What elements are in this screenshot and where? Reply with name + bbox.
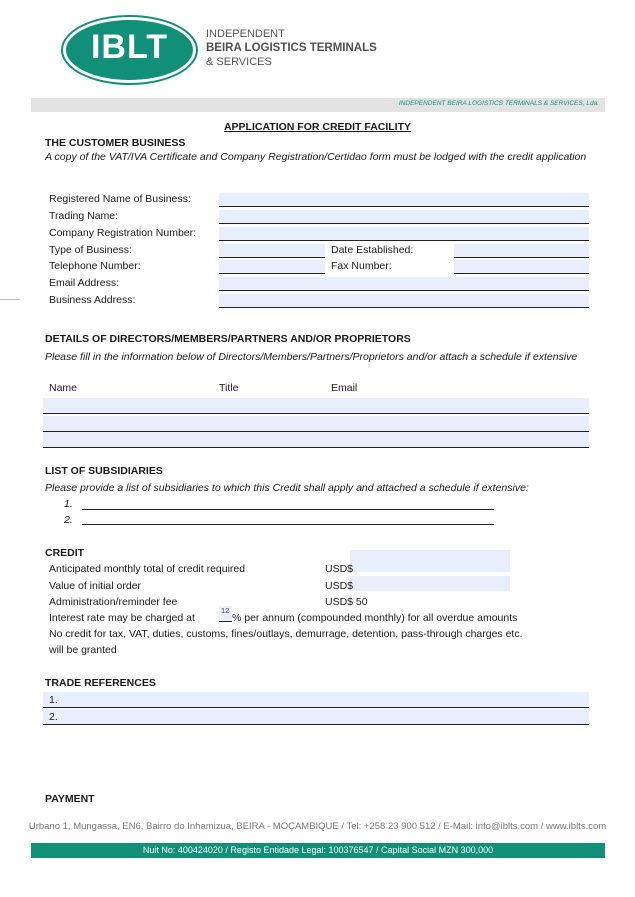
- trade-reference-row-2[interactable]: [43, 709, 589, 725]
- interest-rate-value: 12: [221, 606, 230, 615]
- type-of-business-field[interactable]: [219, 244, 325, 258]
- credit-row-3-label: Administration/reminder fee: [49, 596, 178, 608]
- interest-rate-field[interactable]: [219, 606, 232, 622]
- footer-address: Urbano 1, Mungassa, EN6, Bairro do Inhamizua, BEIRA - MOÇAMBIQUE / Tel: +258 23 900 512 / E-Mail: info@iblts.com / www.iblts.com: [28, 821, 607, 832]
- interest-suffix: % per annum (compounded monthly) for all overdue amounts: [232, 612, 518, 624]
- subsidiary-line-2[interactable]: [82, 524, 494, 525]
- customer-business-note: A copy of the VAT/IVA Certificate and Company Registration/Certidao form must be lodged with the credit application: [45, 151, 587, 163]
- company-name: [206, 27, 377, 69]
- director-row-1[interactable]: [43, 398, 589, 414]
- company-reg-field[interactable]: [219, 227, 589, 241]
- trade-reference-row-1[interactable]: [43, 692, 589, 708]
- customer-business-title: THE CUSTOMER BUSINESS: [45, 137, 186, 149]
- type-of-business-label: Type of Business:: [49, 244, 132, 256]
- payment-title: PAYMENT: [45, 793, 95, 805]
- subsidiary-number-2: 2.: [64, 514, 73, 526]
- telephone-field[interactable]: [219, 260, 325, 274]
- directors-column-email: Email: [331, 382, 358, 394]
- company-reg-label: Company Registration Number:: [49, 227, 197, 239]
- header-band-text: INDEPENDENT BEIRA LOGISTICS TERMINALS & SERVICES, Lda.: [398, 100, 599, 107]
- date-established-label: Date Established:: [331, 244, 414, 256]
- no-credit-line-2: will be granted: [49, 644, 117, 656]
- business-address-label: Business Address:: [49, 294, 136, 306]
- margin-mark: [0, 299, 20, 300]
- trade-references-title: TRADE REFERENCES: [45, 677, 156, 689]
- trade-reference-number-1: 1.: [49, 694, 58, 706]
- trade-reference-number-2: 2.: [49, 711, 58, 723]
- subsidiary-line-1[interactable]: [82, 509, 494, 510]
- director-row-3[interactable]: [43, 432, 589, 448]
- credit-row-2-value: USD$: [325, 580, 354, 592]
- credit-row-2-label: Value of initial order: [49, 580, 142, 592]
- subsidiaries-title: LIST OF SUBSIDIARIES: [45, 465, 163, 477]
- company-name-line1: INDEPENDENT: [206, 28, 285, 40]
- fax-field[interactable]: [454, 260, 589, 274]
- credit-amount-field-bg[interactable]: [350, 550, 510, 572]
- email-label: Email Address:: [49, 277, 120, 289]
- directors-column-name: Name: [49, 382, 78, 394]
- company-name-line2: BEIRA LOGISTICS TERMINALS: [206, 42, 377, 54]
- registered-name-label: Registered Name of Business:: [49, 193, 191, 205]
- telephone-label: Telephone Number:: [49, 260, 141, 272]
- interest-prefix: Interest rate may be charged at: [49, 612, 195, 624]
- trading-name-label: Trading Name:: [49, 210, 119, 222]
- directors-column-title: Title: [219, 382, 239, 394]
- header-band: [31, 98, 605, 112]
- registered-name-field[interactable]: [219, 193, 589, 207]
- trading-name-field[interactable]: [219, 210, 589, 224]
- credit-row-1-value: USD$: [325, 563, 354, 575]
- subsidiaries-note: Please provide a list of subsidiaries to which this Credit shall apply and attached a schedule if extensive:: [45, 482, 529, 494]
- initial-order-field[interactable]: [350, 576, 510, 591]
- business-address-field[interactable]: [219, 294, 589, 308]
- company-name-line3: & SERVICES: [206, 56, 272, 68]
- footer-registration: Nuit No: 400424020 / Registo Entidade Legal: 100376547 / Capital Social MZN 300,000: [31, 843, 605, 858]
- no-credit-line-1: No credit for tax, VAT, duties, customs, fines/outlays, demurrage, detention, pass-through charges etc.: [49, 628, 523, 640]
- directors-note: Please fill in the information below of Directors/Members/Partners/Proprietors and/or attach a schedule if extensive: [45, 351, 578, 363]
- email-field[interactable]: [219, 277, 589, 291]
- credit-row-1-label: Anticipated monthly total of credit required: [49, 563, 246, 575]
- director-row-2[interactable]: [43, 416, 589, 432]
- date-established-field[interactable]: [454, 244, 589, 258]
- document-title: APPLICATION FOR CREDIT FACILITY: [223, 121, 412, 133]
- credit-row-3-value: USD$ 50: [325, 596, 368, 608]
- credit-title: CREDIT: [45, 547, 85, 559]
- logo-text: IBLT: [90, 28, 168, 66]
- subsidiary-number-1: 1.: [64, 498, 73, 510]
- fax-label: Fax Number:: [331, 260, 392, 272]
- directors-title: DETAILS OF DIRECTORS/MEMBERS/PARTNERS AND/OR PROPRIETORS: [45, 333, 411, 345]
